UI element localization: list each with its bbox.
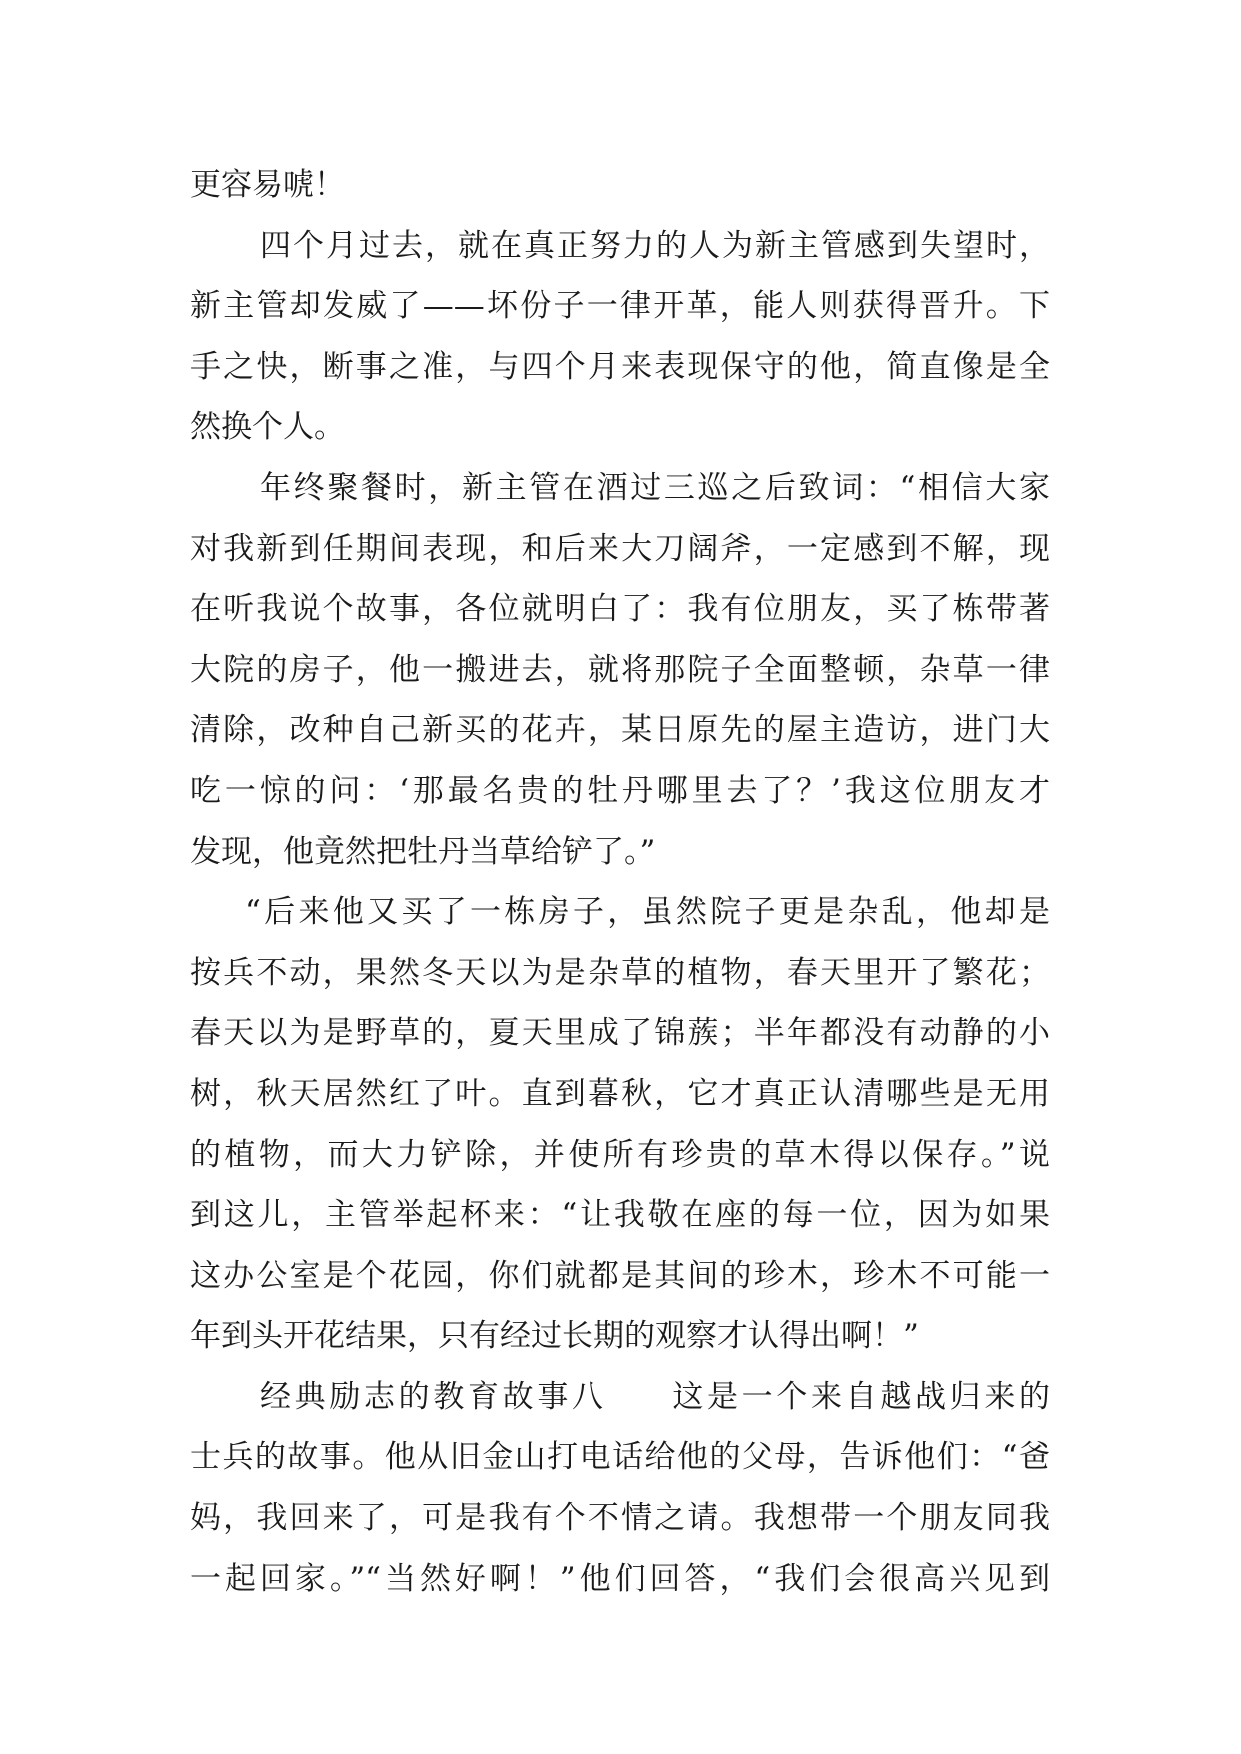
text-line: 年终聚餐时，新主管在酒过三巡之后致词：“相信大家 [260, 469, 1050, 506]
text-line: 新主管却发威了——坏份子一律开革，能人则获得晋升。下 [190, 288, 1050, 325]
text-line: 的植物，而大力铲除，并使所有珍贵的草木得以保存。”说 [190, 1136, 1050, 1173]
text-line: 士兵的故事。他从旧金山打电话给他的父母，告诉他们：“爸 [190, 1439, 1050, 1476]
body-text [190, 155, 1050, 1609]
text-line: 树，秋天居然红了叶。直到暮秋，它才真正认清哪些是无用 [190, 1075, 1050, 1112]
text-line: 到这儿，主管举起杯来：“让我敬在座的每一位，因为如果 [190, 1197, 1050, 1234]
text-line: 更容易唬！ [190, 167, 345, 203]
text-line: 一起回家。”“当然好啊！”他们回答，“我们会很高兴见到 [190, 1560, 1050, 1597]
text-line: 手之快，断事之准，与四个月来表现保守的他，简直像是全 [190, 348, 1050, 385]
text-line: 然换个人。 [190, 409, 345, 446]
text-line: 春天以为是野草的，夏天里成了锦蔟；半年都没有动静的小 [190, 1015, 1050, 1052]
text-line: 在听我说个故事，各位就明白了：我有位朋友，买了栋带著 [190, 591, 1050, 628]
text-line: 发现，他竟然把牡丹当草给铲了。” [190, 833, 656, 870]
story-heading-line [190, 1367, 1050, 1428]
text-line: 四个月过去，就在真正努力的人为新主管感到失望时， [260, 227, 1050, 264]
story-heading: 经典励志的教育故事八 [260, 1378, 607, 1415]
text-line: 妈，我回来了，可是我有个不情之请。我想带一个朋友同我 [190, 1500, 1050, 1537]
text-line: 对我新到任期间表现，和后来大刀阔斧，一定感到不解，现 [190, 530, 1050, 567]
text-line: 按兵不动，果然冬天以为是杂草的植物，春天里开了繁花； [190, 954, 1050, 991]
text-line: 吃一惊的问：‘那最名贵的牡丹哪里去了？’我这位朋友才 [190, 772, 1050, 809]
text-line: 年到头开花结果，只有经过长期的观察才认得出啊！” [190, 1318, 919, 1355]
text-line: “后来他又买了一栋房子，虽然院子更是杂乱，他却是 [245, 894, 1050, 931]
story-intro: 这是一个来自越战归来的 [668, 1378, 1051, 1415]
text-line: 这办公室是个花园，你们就都是其间的珍木，珍木不可能一 [190, 1257, 1050, 1294]
text-line: 大院的房子，他一搬进去，就将那院子全面整顿，杂草一律 [190, 651, 1050, 688]
text-line: 清除，改种自己新买的花卉，某日原先的屋主造访，进门大 [190, 712, 1050, 749]
